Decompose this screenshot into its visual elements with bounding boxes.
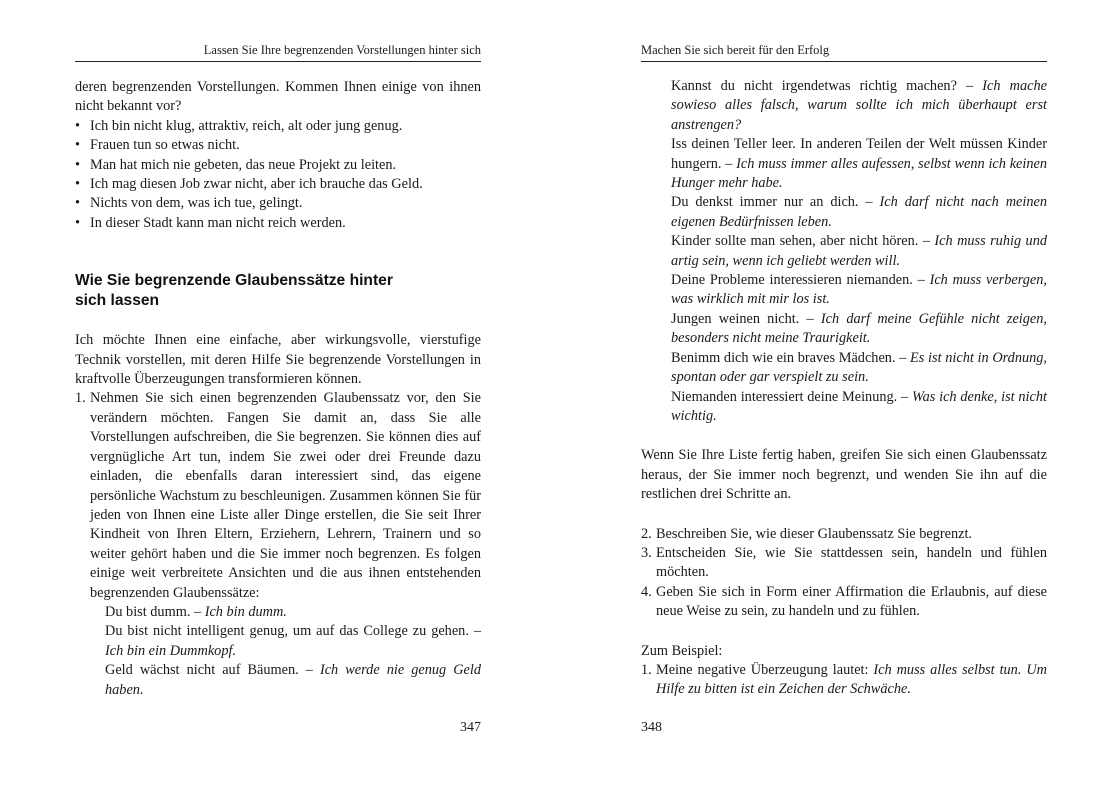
step-item (641, 583, 1047, 622)
example-belief: Es ist nicht in Ordnung, spontan oder gar verspielt zu sein. (671, 349, 1048, 386)
intro-paragraph: deren begrenzenden Vorstellungen. Kommen Ihnen einige von ihnen nicht bekannt vor? (75, 79, 481, 115)
technique-paragraph: Ich möchte Ihnen eine einfache, aber wirkungsvolle, vierstufige Technik vorstellen, mit deren Hilfe Sie begrenzende Vorstellungen in kraftvolle Überzeugungen transformieren können. (75, 332, 481, 388)
step-number: 1. (641, 661, 652, 678)
step-text: Geben Sie sich in Form einer Affirmation die Erlaubnis, auf diese neue Weise zu sein, zu handeln und zu fühlen. (656, 583, 1047, 620)
page-number: 348 (641, 720, 662, 735)
bullet-list (75, 117, 481, 233)
example-item (641, 232, 1047, 271)
step-number: 2. (641, 525, 652, 542)
example-saying: Deine Probleme interessieren niemanden. – (671, 272, 930, 289)
example-belief: Ich muss immer alles aufessen, selbst wenn ich keinen Hunger mehr habe. (671, 155, 1047, 192)
list-ready-paragraph: Wenn Sie Ihre Liste fertig haben, greifen Sie sich einen Glaubenssatz heraus, der Sie immer noch begrenzt, und wenden Sie ihn auf die restlichen drei Schritte an. (641, 447, 1047, 503)
step-item (641, 525, 1047, 544)
example-belief: Ich bin ein Dummkopf. (105, 642, 237, 659)
example-saying: Niemanden interessiert deine Meinung. – (671, 388, 912, 405)
example-belief: Ich darf meine Gefühle nicht zeigen, besonders nicht meine Traurigkeit. (671, 310, 1047, 347)
example-saying: Geld wächst nicht auf Bäumen. – (105, 662, 320, 679)
example-lead: Meine negative Überzeugung lautet: (656, 661, 874, 678)
example-item (641, 349, 1047, 388)
example-saying: Benimm dich wie ein braves Mädchen. – (671, 349, 911, 366)
example-item (75, 622, 481, 661)
step-text: Beschreiben Sie, wie dieser Glaubenssatz Sie begrenzt. (656, 525, 973, 542)
example-belief: Ich bin dumm. (204, 603, 287, 620)
bullet-item: • Nichts von dem, was ich tue, gelingt. (75, 194, 481, 213)
example-belief: Ich muss alles selbst tun. Um Hilfe zu bitten ist ein Zeichen der Schwäche. (656, 661, 1047, 698)
example-belief: Was ich denke, ist nicht wichtig. (671, 388, 1047, 424)
example-item (641, 135, 1047, 193)
example-item (641, 193, 1047, 232)
example-list (75, 603, 481, 700)
example-saying: Kinder sollte man sehen, aber nicht hören. – (671, 233, 935, 250)
example-saying: Du bist nicht intelligent genug, um auf das College zu gehen. – (105, 623, 481, 640)
example-saying: Du bist dumm. – (105, 603, 205, 620)
example-numbered-list (641, 661, 1047, 700)
running-head: Machen Sie sich bereit für den Erfolg (641, 42, 1047, 62)
step-number: 1. (75, 390, 86, 407)
example-belief: Ich mache sowieso alles falsch, warum sollte ich mich überhaupt erst anstrengen? (671, 78, 1047, 133)
bullet-item: • In dieser Stadt kann man nicht reich werden. (75, 214, 481, 233)
example-belief: Ich muss verbergen, was wirklich mit mir los ist. (671, 272, 1047, 308)
example-numbered-item (641, 661, 1047, 700)
example-belief: Ich werde nie genug Geld haben. (105, 662, 481, 698)
example-list (641, 77, 1047, 426)
example-belief: Ich darf nicht nach meinen eigenen Bedürfnissen leben. (671, 194, 1047, 230)
bullet-item: • Frauen tun so etwas nicht. (75, 136, 481, 155)
page-number: 347 (460, 720, 481, 735)
example-saying: Jungen weinen nicht. – (671, 310, 821, 327)
example-saying: Du denkst immer nur an dich. – (671, 194, 880, 211)
example-saying: Kannst du nicht irgendetwas richtig machen? – (671, 78, 983, 94)
example-item (641, 271, 1047, 310)
step-number: 3. (641, 544, 652, 561)
step-text: Entscheiden Sie, wie Sie stattdessen sein, handeln und fühlen möchten. (656, 544, 1047, 581)
left-page-body (75, 78, 481, 700)
section-heading-line: sich lassen (75, 291, 160, 309)
example-saying: Iss deinen Teller leer. In anderen Teilen der Welt müssen Kinder hungern. – (671, 136, 1047, 172)
example-item (641, 77, 1047, 135)
example-intro: Zum Beispiel: (641, 642, 723, 659)
example-belief: Ich muss ruhig und artig sein, wenn ich geliebt werden will. (671, 233, 1047, 269)
bullet-item: • Ich bin nicht klug, attraktiv, reich, alt oder jung genug. (75, 117, 481, 136)
section-heading (75, 271, 481, 310)
example-item (75, 661, 481, 700)
step-item (75, 389, 481, 602)
step-number: 4. (641, 583, 652, 600)
step-item (641, 544, 1047, 583)
example-item (75, 603, 481, 622)
right-page (641, 0, 1047, 790)
step-list (641, 525, 1047, 622)
step-text: Nehmen Sie sich einen begrenzenden Glaubenssatz vor, den Sie verändern möchten. Fangen Sie damit an, dass Sie alle Vorstellungen aufschreiben, die Sie begrenzen. Sie können dies auf vergnügliche Art tun, indem Sie zwei oder drei Freunde dazu einladen, die ebenfalls daran interessiert sind, das eigene persönliche Wachstum zu beschleunigen. Zusammen können Sie für jeden von Ihnen eine Liste aller Dinge erstellen, die Sie seit Ihrer Kindheit von Ihren Eltern, Erziehern, Lehrern, Trainern und so weiter gehört haben und die Sie immer noch begrenzen. Es folgen einige weit verbreitete Ansichten und die aus ihnen entstehenden begrenzenden Glaubenssätze: (90, 390, 481, 601)
example-item (641, 310, 1047, 349)
bullet-item: • Man hat mich nie gebeten, das neue Projekt zu leiten. (75, 156, 481, 175)
step-list (75, 389, 481, 602)
right-page-body (641, 77, 1047, 700)
left-page (75, 0, 481, 790)
example-item (641, 388, 1047, 427)
bullet-item: • Ich mag diesen Job zwar nicht, aber ich brauche das Geld. (75, 175, 481, 194)
running-head: Lassen Sie Ihre begrenzenden Vorstellungen hinter sich (75, 42, 481, 62)
section-heading-line: Wie Sie begrenzende Glaubenssätze hinter (75, 272, 393, 290)
